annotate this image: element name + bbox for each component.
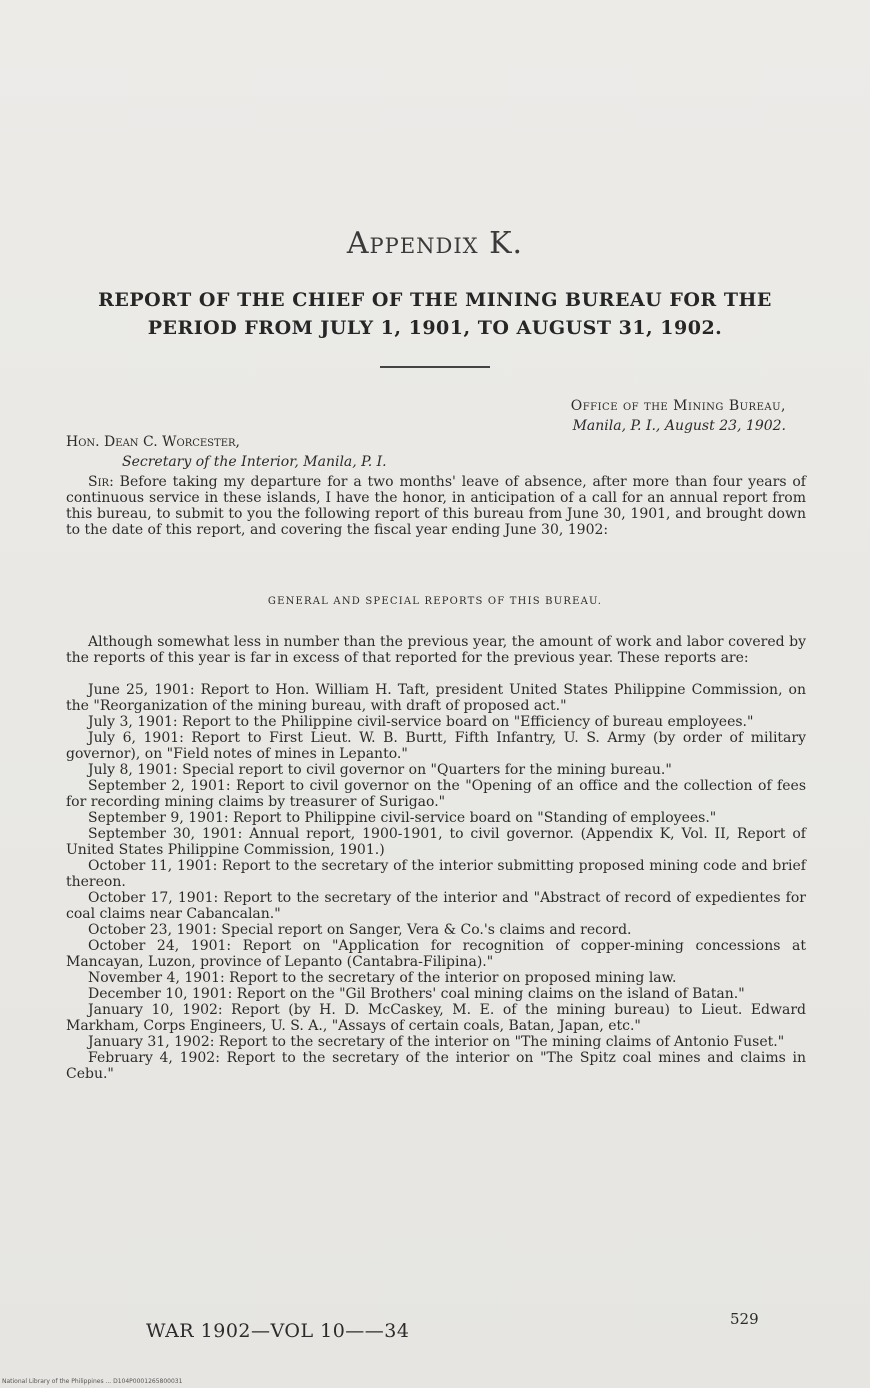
report-item: September 30, 1901: Annual report, 1900-1901, to civil governor. (Appendix K, Vol. II, Report of United States Philippine Commission, 1901.) [66, 826, 806, 858]
report-item: July 6, 1901: Report to First Lieut. W. B. Burtt, Fifth Infantry, U. S. Army (by order of military governor), on "Field notes of mines in Lepanto." [66, 730, 806, 762]
report-item: September 9, 1901: Report to Philippine civil-service board on "Standing of employees." [88, 810, 717, 826]
sir-label: Sir: [88, 474, 114, 490]
title-divider [380, 366, 490, 368]
report-title [62, 286, 808, 342]
appendix-heading: Appendix K. [346, 226, 524, 261]
office-place-date: Manila, P. I., August 23, 1902. [572, 418, 786, 434]
intro-paragraph: Although somewhat less in number than the previous year, the amount of work and labor covered by the reports of this year is far in excess of that reported for the previous year. These reports are: [66, 634, 806, 666]
office-block [571, 396, 786, 436]
report-item: October 11, 1901: Report to the secretary of the interior submitting proposed mining code and brief thereon. [66, 858, 806, 890]
page-number: 529 [730, 1310, 759, 1328]
signature-mark: WAR 1902—VOL 10——34 [146, 1320, 410, 1342]
addressee-block [66, 432, 387, 472]
salutation-paragraph [66, 474, 806, 538]
report-item: June 25, 1901: Report to Hon. William H. Taft, president United States Philippine Commission, on the "Reorganization of the mining bureau, with draft of proposed act." [66, 682, 806, 714]
salutation-body: Before taking my departure for a two months' leave of absence, after more than four years of continuous service in these islands, I have the honor, in anticipation of a call for an annual report from this bureau, to submit to you the following report of this bureau from June 30, 1901, and brought down to the date of this report, and covering the fiscal year ending June 30, 1902: [66, 474, 806, 538]
report-item: November 4, 1901: Report to the secretary of the interior on proposed mining law. [88, 970, 677, 986]
report-item: October 24, 1901: Report on "Application for recognition of copper-mining concessions at Mancayan, Luzon, province of Lepanto (Cantabra-Filipina)." [66, 938, 806, 970]
report-item: October 23, 1901: Special report on Sanger, Vera & Co.'s claims and record. [88, 922, 632, 938]
report-title-line-2: PERIOD FROM JULY 1, 1901, TO AUGUST 31, 1902. [147, 317, 723, 339]
report-item: July 8, 1901: Special report to civil governor on "Quarters for the mining bureau." [88, 762, 672, 778]
addressee-name: Hon. Dean C. Worcester, [66, 434, 240, 450]
addressee-title: Secretary of the Interior, Manila, P. I. [122, 454, 387, 470]
report-item: September 2, 1901: Report to civil governor on the "Opening of an office and the collection of fees for recording mining claims by treasurer of Surigao." [66, 778, 806, 810]
office-name: Office of the Mining Bureau, [570, 398, 786, 414]
report-item: October 17, 1901: Report to the secretary of the interior and "Abstract of record of expedientes for coal claims near Cabancalan." [66, 890, 806, 922]
report-item: January 31, 1902: Report to the secretary of the interior on "The mining claims of Antonio Fuset." [88, 1034, 785, 1050]
report-item: January 10, 1902: Report (by H. D. McCaskey, M. E. of the mining bureau) to Lieut. Edward Markham, Corps Engineers, U. S. A., "Assays of certain coals, Batan, Japan, etc." [66, 1002, 806, 1034]
report-item: December 10, 1901: Report on the "Gil Brothers' coal mining claims on the island of Batan." [88, 986, 745, 1002]
report-title-line-1: REPORT OF THE CHIEF OF THE MINING BUREAU FOR THE [98, 289, 772, 311]
section-heading: GENERAL AND SPECIAL REPORTS OF THIS BUREAU. [267, 596, 603, 607]
report-list [66, 682, 806, 1082]
report-item: February 4, 1902: Report to the secretary of the interior on "The Spitz coal mines and claims in Cebu." [66, 1050, 806, 1082]
scan-credit: National Library of the Philippines ... D104P0001265800031 [2, 1378, 183, 1385]
report-item: July 3, 1901: Report to the Philippine civil-service board on "Efficiency of bureau employees." [88, 714, 754, 730]
